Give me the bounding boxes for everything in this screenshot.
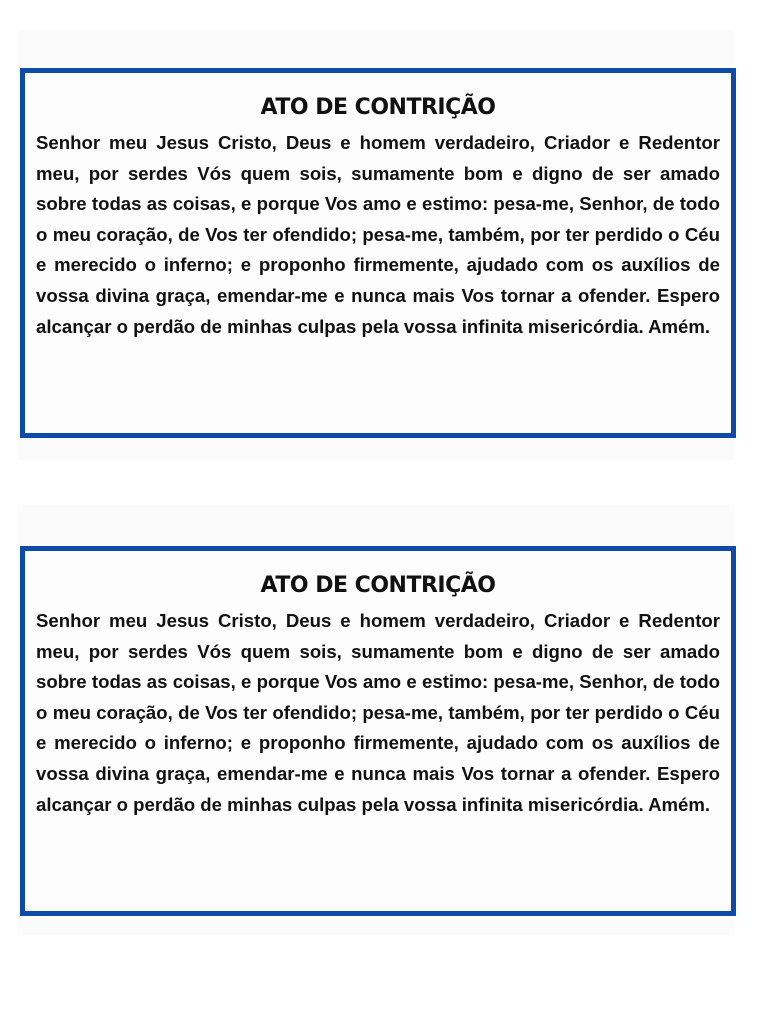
prayer-card-bottom xyxy=(20,546,736,916)
prayer-card-top xyxy=(20,68,736,438)
card-title: ATO DE CONTRIÇÃO xyxy=(260,573,496,598)
card-title: ATO DE CONTRIÇÃO xyxy=(260,95,496,120)
prayer-text: Senhor meu Jesus Cristo, Deus e homem verdadeiro, Criador e Redentor meu, por serdes Vós quem sois, sumamente bom e digno de ser amado sobre todas as coisas, e porque Vos amo e estimo: pesa-me, Senhor, de todo o meu coração, de Vos ter ofendido; pesa-me, também, por ter perdido o Céu e merecido o inferno; e proponho firmemente, ajudado com os auxílios de vossa divina graça, emendar-me e nunca mais Vos tornar a ofender. Espero alcançar o perdão de minhas culpas pela vossa infinita misericórdia. Amém. xyxy=(36,132,720,337)
prayer-text: Senhor meu Jesus Cristo, Deus e homem verdadeiro, Criador e Redentor meu, por serdes Vós quem sois, sumamente bom e digno de ser amado sobre todas as coisas, e porque Vos amo e estimo: pesa-me, Senhor, de todo o meu coração, de Vos ter ofendido; pesa-me, também, por ter perdido o Céu e merecido o inferno; e proponho firmemente, ajudado com os auxílios de vossa divina graça, emendar-me e nunca mais Vos tornar a ofender. Espero alcançar o perdão de minhas culpas pela vossa infinita misericórdia. Amém. xyxy=(36,610,720,815)
